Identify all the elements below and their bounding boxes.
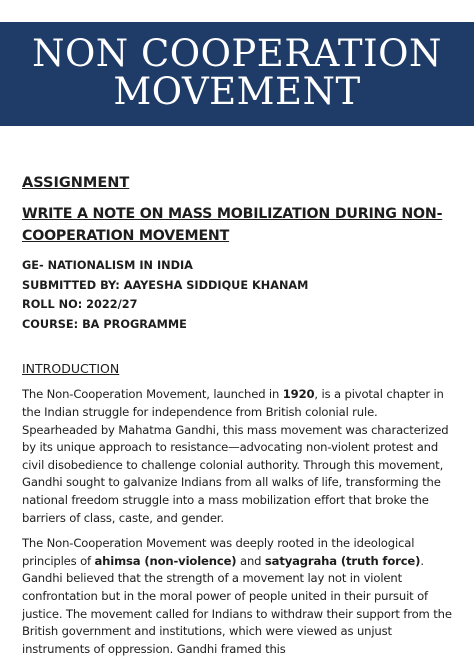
paper-name: GE- NATIONALISM IN INDIA [22, 259, 193, 272]
introduction-heading: INTRODUCTION [22, 361, 120, 377]
title-line-1: NON COOPERATION [32, 32, 442, 75]
submitted-by: SUBMITTED BY: AAYESHA SIDDIQUE KHANAM [22, 278, 309, 292]
roll-number: ROLL NO: 2022/27 [22, 298, 138, 312]
title-banner [0, 22, 474, 126]
assignment-title: WRITE A NOTE ON MASS MOBILIZATION DURING NON-COOPERATION MOVEMENT [22, 206, 443, 244]
assignment-meta [22, 256, 454, 334]
introduction-paragraph-2: The Non-Cooperation Movement was deeply rooted in the ideological principles of ahimsa (non-violence) and satyagraha (truth force). Gandhi believed that the strength of a movement lay not in violent confrontation but in the moral power of people united in their pursuit of justice. The movement called for Indians to withdraw their support from the British government and institutions, which were viewed as unjust instruments of oppression. Gandhi framed this [22, 536, 452, 656]
title-line-2: MOVEMENT [113, 70, 361, 113]
document-title [0, 22, 474, 111]
assignment-label: ASSIGNMENT [22, 175, 130, 191]
document-body [22, 174, 454, 658]
course-name: COURSE: BA PROGRAMME [22, 317, 187, 331]
introduction-paragraph-1: The Non-Cooperation Movement, launched in 1920, is a pivotal chapter in the Indian struggle for independence from British colonial rule. Spearheaded by Mahatma Gandhi, this mass movement was characterized by its unique approach to resistance—advocating non-violent protest and civil disobedience to challenge colonial authority. Through this movement, Gandhi sought to galvanize Indians from all walks of life, transforming the national freedom struggle into a mass mobilization effort that broke the barriers of class, caste, and gender. [22, 387, 449, 525]
